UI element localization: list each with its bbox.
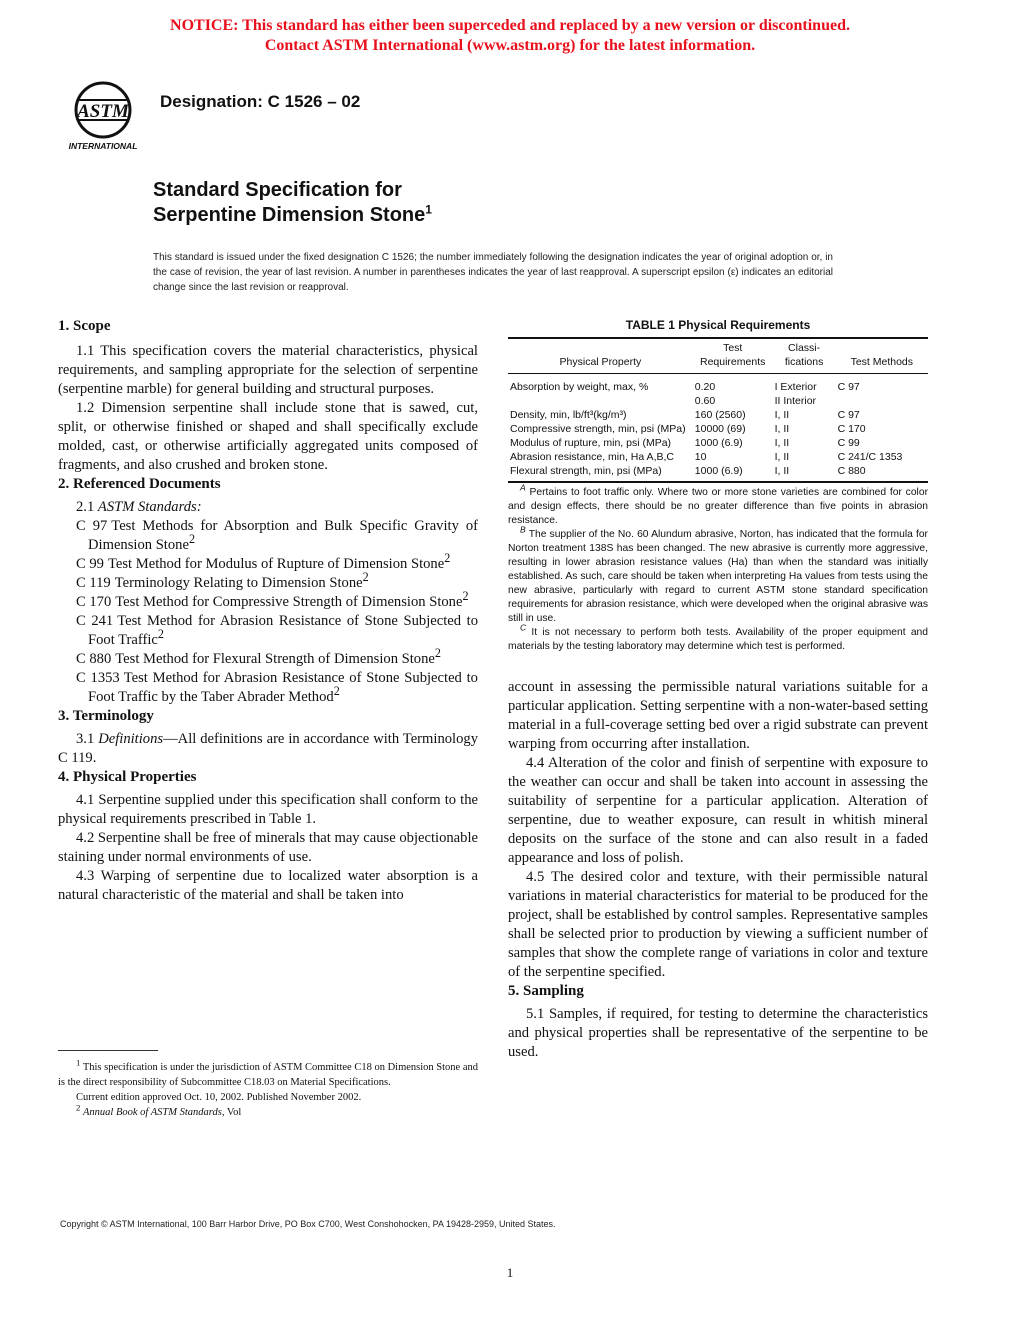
table-cell: C 97 bbox=[837, 381, 860, 393]
reference-item bbox=[58, 669, 478, 707]
table-cell: I, II bbox=[774, 423, 790, 435]
issuance-statement: This standard is issued under the fixed designation C 1526; the number immediately following the designation indicates the year of original adoption or, in the case of revision, the year of last revision. A number in parentheses indicates the year of last reapproval. A superscript epsilon (ε) indicates an editorial change since the last revision or reapproval. bbox=[153, 252, 833, 293]
terminology-heading: 3. Terminology bbox=[58, 708, 154, 724]
table-cell: I, II bbox=[773, 464, 836, 482]
table-note-c: $^C$ It is not necessary to perform both tests. Availability of the proper equipment and materials by the testing laboratory may determine which test is performed. bbox=[508, 622, 928, 652]
title-line-1: Standard Specification for bbox=[153, 179, 402, 201]
reference-item bbox=[58, 570, 478, 593]
table-cell: 1000 (6.9) bbox=[693, 464, 773, 482]
designation: Designation: C 1526 – 02 bbox=[160, 92, 361, 111]
reference-item bbox=[58, 551, 478, 574]
physical-4-5: 4.5 The desired color and texture, with their permissible natural variations in material characteristics for material to be produced for the project, shall be established by control samples. Representative samples shall be selected prior to production by viewing a sufficient number of samples that show the complete range of variations in color and texture of the serpentine specified. bbox=[508, 869, 928, 980]
physical-4-2: 4.2 Serpentine shall be free of minerals that may cause objectionable staining under normal environments of use. bbox=[58, 830, 478, 865]
referenced-intro: 2.1 ASTM Standards: bbox=[76, 499, 202, 515]
table-cell: C 880 bbox=[836, 464, 928, 482]
reference-code: C 880 bbox=[76, 651, 112, 667]
reference-item bbox=[58, 589, 478, 612]
table-cell: Flexural strength, min, psi (MPa) bbox=[508, 464, 693, 482]
scope-1-2: 1.2 Dimension serpentine shall include stone that is sawed, cut, split, or otherwise finished or shaped and shall specifically exclude molded, cast, or otherwise artificially aggregated units composed of fragments, and also crushed and broken stone. bbox=[58, 400, 478, 473]
scope-1-1: 1.1 This specification covers the material characteristics, physical requirements, and sampling appropriate for the selection of serpentine (serpentine marble) for general building and structural purposes. bbox=[58, 343, 478, 397]
table-cell: C 170 bbox=[837, 423, 866, 435]
reference-code: C 170 bbox=[76, 594, 112, 610]
reference-footnote-mark: 2 bbox=[444, 551, 451, 566]
table-cell: I Exterior II Interior bbox=[774, 381, 817, 407]
physical-heading: 4. Physical Properties bbox=[58, 769, 197, 785]
table-notes bbox=[508, 482, 928, 654]
page-number: 1 bbox=[506, 1265, 514, 1280]
table-row bbox=[508, 464, 928, 482]
superseded-notice bbox=[0, 16, 1020, 56]
sampling-5-1: 5.1 Samples, if required, for testing to determine the characteristics and physical properties shall be representative of the serpentine to be used. bbox=[508, 1006, 928, 1060]
reference-title: Terminology Relating to Dimension Stone bbox=[114, 575, 363, 591]
notice-line-1: NOTICE: This standard has either been superceded and replaced by a new version or discontinued. bbox=[170, 17, 850, 34]
terminology-3-1: 3.1 Definitions—All definitions are in accordance with Terminology C 119. bbox=[58, 731, 478, 766]
table-row bbox=[508, 436, 928, 450]
table-cell: Density, min, lb/ft³(kg/m³) bbox=[510, 409, 627, 421]
table-row bbox=[508, 450, 928, 464]
table-cell: Abrasion resistance, min, Ha A,B,C bbox=[510, 451, 674, 463]
table-cell: 0.20 0.60 bbox=[694, 381, 716, 407]
table-cell: Absorption by weight, max, % bbox=[510, 381, 649, 393]
table-row bbox=[508, 374, 928, 409]
header-property: Physical Property bbox=[508, 338, 693, 374]
reference-code: C 241 bbox=[76, 613, 114, 629]
logo-letters: ASTM bbox=[77, 101, 129, 122]
table-note-b: $^B$ The supplier of the No. 60 Alundum abrasive, Norton, has indicated that the formula for Norton treatment 138S has been changed. The new abrasive is currently more aggressive, resulting in lower abrasion resistance values (Ha) than when the standard was initially established. As such, care should be taken when interpreting Ha values from tests using the new abrasive, particularly with regard to current ASTM stone standard specification requirements for abrasion resistance, which were developed when the original abrasive was still in use. bbox=[508, 524, 928, 624]
reference-title: Test Method for Modulus of Rupture of Dimension Stone bbox=[107, 556, 445, 572]
reference-title: Test Method for Abrasion Resistance of Stone Subjected to Foot Traffic bbox=[88, 613, 478, 648]
header-methods: Test Methods bbox=[836, 338, 928, 374]
table-cell: 10000 (69) bbox=[694, 423, 746, 435]
footnotes bbox=[58, 1057, 478, 1120]
table bbox=[508, 337, 928, 483]
right-column bbox=[508, 678, 928, 1062]
physical-requirements-table bbox=[508, 318, 928, 654]
table-cell: 160 (2560) bbox=[694, 409, 746, 421]
reference-item bbox=[58, 612, 478, 650]
table-row bbox=[508, 422, 928, 436]
table-cell: C 99 bbox=[837, 437, 860, 449]
left-column bbox=[58, 317, 478, 905]
reference-code: C 119 bbox=[76, 575, 111, 591]
sampling-heading: 5. Sampling bbox=[508, 983, 584, 999]
reference-code: C 97 bbox=[76, 518, 108, 534]
table-cell: C 97 bbox=[837, 409, 860, 421]
referenced-heading: 2. Referenced Documents bbox=[58, 476, 221, 492]
logo-international: INTERNATIONAL bbox=[68, 141, 138, 151]
physical-4-4: 4.4 Alteration of the color and finish of serpentine with exposure to the weather can occur and shall be taken into account in assessing the suitability of serpentine for a particular application. Alteration of serpentine, due to weather exposure, can result in whitish mineral deposits on the surface of the stone and can also result in a faded appearance and loss of polish. bbox=[508, 755, 928, 866]
table-cell: 1000 (6.9) bbox=[694, 437, 743, 449]
title-footnote-mark: 1 bbox=[425, 202, 432, 217]
footnote-1: $^1$ This specification is under the jurisdiction of ASTM Committee C18 on Dimension Stone and is the direct responsibility of Subcommittee C18.03 on Material Specifications. bbox=[58, 1057, 478, 1088]
table-cell: Modulus of rupture, min, psi (MPa) bbox=[510, 437, 672, 449]
table-row bbox=[508, 408, 928, 422]
physical-4-3-continued: account in assessing the permissible natural variations suitable for a particular application. Setting serpentine with a non-water-based setting material in a full-coverage setting bed over a rigid substrate can prevent warping from occurring after installation. bbox=[508, 679, 928, 752]
reference-item bbox=[58, 646, 478, 669]
footnote-rule bbox=[58, 1050, 158, 1051]
table-cell: I, II bbox=[774, 451, 790, 463]
table-cell: 10 bbox=[694, 451, 707, 463]
reference-title: Test Method for Compressive Strength of Dimension Stone bbox=[115, 594, 463, 610]
reference-footnote-mark: 2 bbox=[188, 532, 196, 547]
reference-code: C 99 bbox=[76, 556, 104, 572]
header-requirements: Test Requirements bbox=[693, 338, 773, 374]
notice-line-2: Contact ASTM International (www.astm.org) for the latest information. bbox=[264, 37, 756, 54]
reference-footnote-mark: 2 bbox=[434, 646, 441, 661]
reference-footnote-mark: 2 bbox=[362, 570, 369, 585]
header-classifications: Classi-fications bbox=[773, 338, 836, 374]
document-title bbox=[153, 178, 432, 228]
footnote-1b: Current edition approved Oct. 10, 2002. Published November 2002. bbox=[76, 1092, 362, 1103]
physical-4-1: 4.1 Serpentine supplied under this specification shall conform to the physical requirements prescribed in Table 1. bbox=[58, 792, 478, 827]
copyright: Copyright © ASTM International, 100 Barr Harbor Drive, PO Box C700, West Conshohocken, PA 19428-2959, United States. bbox=[60, 1219, 556, 1229]
reference-item bbox=[58, 517, 478, 555]
footnote-2: $^2$ Annual Book of ASTM Standards, Vol bbox=[76, 1102, 242, 1118]
reference-footnote-mark: 2 bbox=[333, 684, 340, 699]
title-line-2: Serpentine Dimension Stone bbox=[153, 204, 426, 226]
table-title: TABLE 1 Physical Requirements bbox=[625, 318, 811, 332]
reference-footnote-mark: 2 bbox=[157, 627, 164, 642]
physical-4-3: 4.3 Warping of serpentine due to localized water absorption is a natural characteristic of the material and shall be taken into bbox=[58, 868, 478, 903]
table-cell: C 241/C 1353 bbox=[837, 451, 903, 463]
reference-title: Test Methods for Absorption and Bulk Specific Gravity of Dimension Stone bbox=[88, 518, 479, 553]
reference-title: Test Method for Abrasion Resistance of Stone Subjected to Foot Traffic by the Taber Abrader Method bbox=[88, 670, 478, 705]
reference-title: Test Method for Flexural Strength of Dimension Stone bbox=[115, 651, 435, 667]
astm-logo bbox=[62, 78, 144, 152]
table-cell: I, II bbox=[774, 409, 790, 421]
scope-heading: 1. Scope bbox=[58, 318, 111, 334]
reference-footnote-mark: 2 bbox=[462, 589, 469, 604]
table-note-a: $^A$ Pertains to foot traffic only. Where two or more stone varieties are combined for color and design effects, there should be no greater difference than five points in abrasion resistance. bbox=[508, 482, 928, 526]
reference-code: C 1353 bbox=[76, 670, 120, 686]
table-cell: I, II bbox=[774, 437, 790, 449]
reference-list bbox=[58, 517, 478, 707]
table-cell: Compressive strength, min, psi (MPa) bbox=[510, 423, 686, 435]
